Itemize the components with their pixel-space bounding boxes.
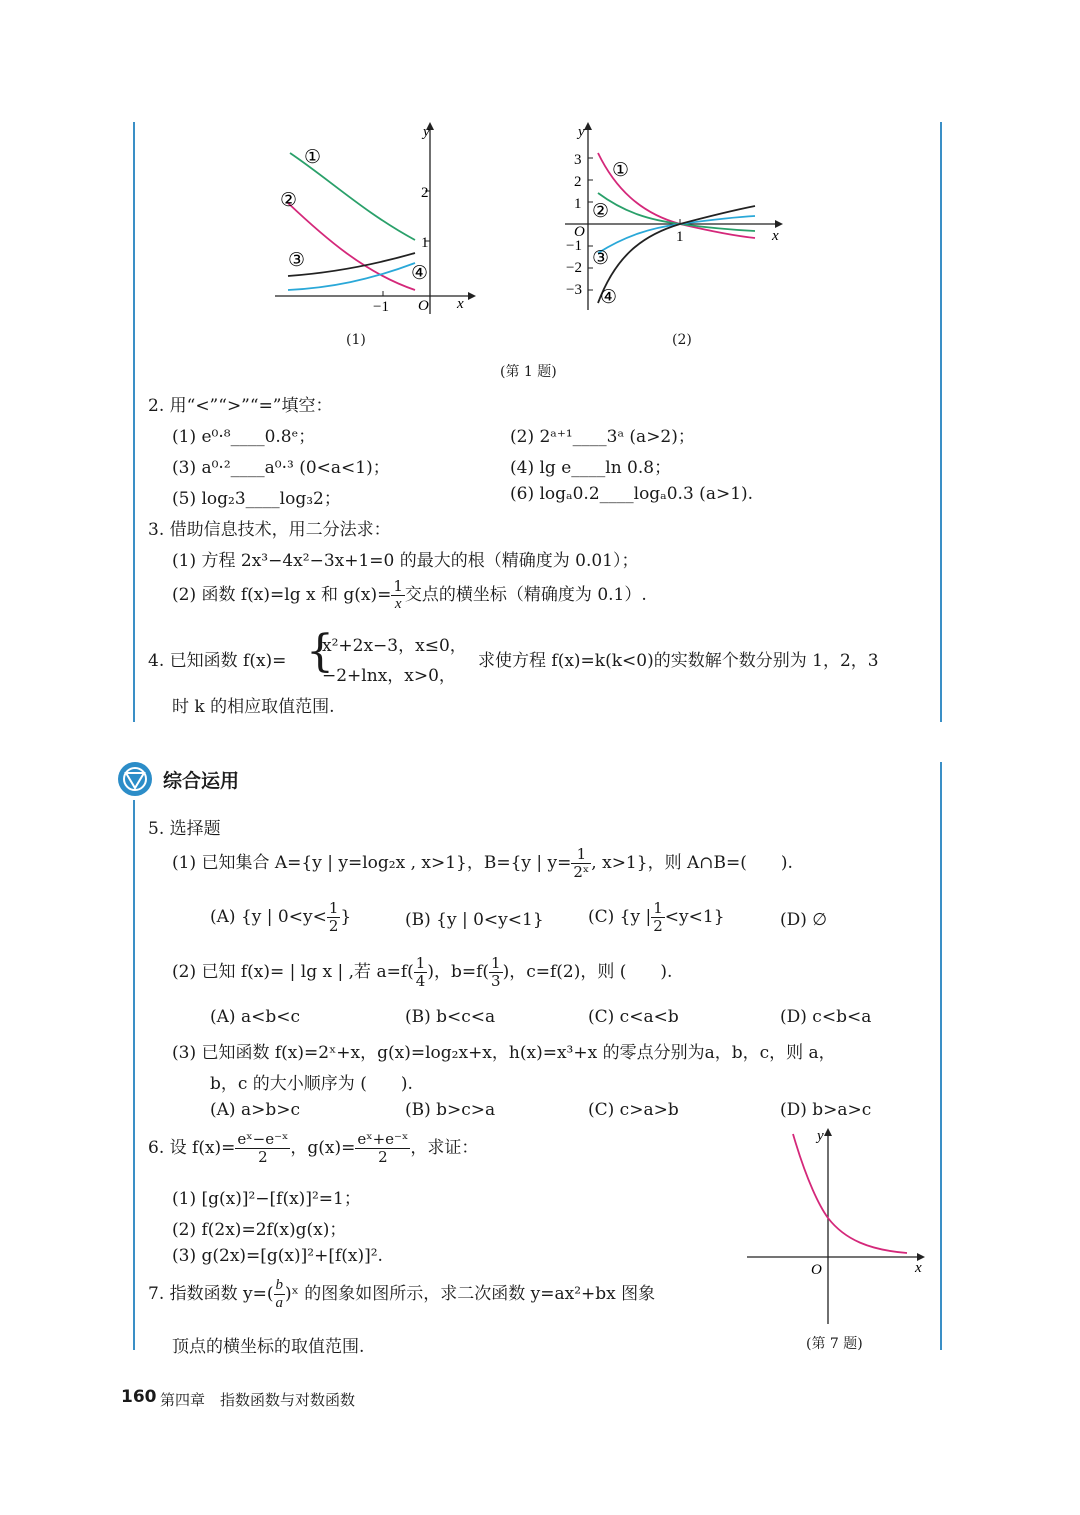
q5-s1-post: , x>1}，则 A∩B=( ). [591,853,793,873]
q5-s2-n2: 1 [491,954,501,972]
q6-post: ，求证： [410,1138,479,1158]
p1-origin: O [418,298,429,314]
q4-brace: { [306,626,334,677]
q6-mid: ，g(x)= [290,1138,356,1158]
q4-case-1: x²+2x−3，x≤0， [322,636,467,656]
q6-f-fraction [235,1131,290,1166]
q5-s1-option-a [210,900,351,935]
figure-1-panel-2 [560,118,790,313]
q5-s3-line-2: b，c 的大小顺序为 ( ). [210,1074,413,1094]
q7-den: a [275,1295,284,1311]
q3-fraction [391,578,405,613]
q6-g-fraction [355,1131,410,1166]
p1-label-3: ③ [288,250,306,271]
q5-s3-line-1: (3) 已知函数 f(x)=2ˣ+x，g(x)=log₂x+x，h(x)=x³+x 的零点分别为a，b，c，则 a， [172,1043,836,1063]
q6-item-2: (2) f(2x)=2f(x)g(x)； [172,1220,347,1240]
q4-post: 求使方程 f(x)=k(k<0)的实数解个数分别为 1，2，3 [478,651,879,671]
p2-axis-y: y [578,124,585,140]
p2-label-2: ② [592,201,610,222]
q6-g-num: eˣ+e⁻ˣ [357,1130,409,1148]
q5-s1-optC-post: <y<1} [664,907,725,927]
q5-s2-n1: 1 [415,954,426,972]
p2-tick-m1: −1 [566,238,582,254]
q5-s2-option-c: (C) c<a<b [588,1007,679,1027]
q5-s1-option-c [588,900,725,935]
q6-f-den: 2 [258,1148,268,1166]
p1-tick-2: 2 [421,185,429,201]
p1-caption: (1) [346,332,366,348]
q5-s1-option-d: (D) ∅ [780,910,828,930]
p2-label-4: ④ [600,287,618,308]
q7-post: )ˣ 的图象如图所示，求二次函数 y=ax²+bx 图象 [285,1284,656,1304]
q2-item-3: (3) a⁰·²____a⁰·³ (0<a<1)； [172,458,390,478]
q5-s1-optA-den: 2 [328,917,339,935]
p2-caption: (2) [672,332,692,348]
q6-item-1: (1) [g(x)]²−[f(x)]²=1； [172,1189,361,1209]
q5-s2-fraction-1 [414,955,428,990]
p2-label-3: ③ [592,248,610,269]
q3-fraction-num: 1 [393,577,403,595]
q5-s2-option-a: (A) a<b<c [210,1007,300,1027]
q4-pre: 4. 已知函数 f(x)= [148,651,287,671]
q5-title: 5. 选择题 [148,819,221,839]
q5-s2-fraction-2 [489,955,503,990]
q7-pre: 7. 指数函数 y=( [148,1284,274,1304]
p1-tick-1: 1 [421,235,429,251]
q2-title: 2. 用“<”“>”“=”填空： [148,396,333,416]
q5-s1-optA-num: 1 [328,899,339,917]
q6-g-den: 2 [378,1148,388,1166]
q5-s1-pre: (1) 已知集合 A={y | y=log₂x , x>1}，B={y | y= [172,853,572,873]
p1-label-1: ① [304,147,322,168]
q2-item-2: (2) 2ᵃ⁺¹____3ᵃ (a>2)； [510,427,695,447]
q5-s3-option-a: (A) a>b>c [210,1100,300,1120]
q5-s2-option-b: (B) b<c<a [405,1007,496,1027]
q7-line-2: 顶点的横坐标的取值范围. [172,1337,365,1357]
q2-item-4: (4) lg e____ln 0.8； [510,458,672,478]
q7-num: b [275,1277,284,1293]
section-title: 综合运用 [163,770,240,792]
p1-axis-y: y [423,124,430,140]
page-number: 160 [121,1387,157,1407]
q7-fig-caption: (第 7 题) [806,1336,863,1352]
q3-fraction-den: x [394,596,402,612]
q3-title: 3. 借助信息技术，用二分法求： [148,520,391,540]
q3-item-1: (1) 方程 2x³−4x²−3x+1=0 的最大的根（精确度为 0.01）； [172,551,639,571]
q5-s2-mid: )，b=f( [427,962,490,982]
q5-s1-optA-pre: (A) {y | 0<y< [210,907,327,927]
q2-item-6: (6) logₐ0.2____logₐ0.3 (a>1). [510,484,754,504]
q5-s2-option-d: (D) c<b<a [780,1007,872,1027]
p1-axis-x: x [457,296,464,312]
q5-s1-optC-fraction [651,900,665,935]
q7-fig-origin: O [811,1262,822,1278]
q5-s1-optA-post: } [340,907,352,927]
q5-s1-optA-fraction [327,900,341,935]
figure-1-panel-1 [270,118,480,318]
left-rule-top [133,122,135,722]
p2-origin: O [574,224,585,240]
q5-s2-d2: 3 [491,972,501,990]
q3-item-2-post: 交点的横坐标（精确度为 0.1）. [404,585,647,605]
q2-item-1: (1) e⁰·⁸____0.8ᵉ； [172,427,316,447]
right-rule-bottom [940,762,942,1350]
p1-label-4: ④ [411,263,429,284]
p2-tick-m3: −3 [566,282,582,298]
q7-statement [148,1277,655,1312]
q5-s1-fraction [571,846,591,881]
p2-tick-3: 3 [574,152,582,168]
q3-item-2-pre: (2) 函数 f(x)=lg x 和 g(x)= [172,585,392,605]
p2-tick-2: 2 [574,174,582,190]
q5-s3-option-d: (D) b>a>c [780,1100,872,1120]
fig1-caption: (第 1 题) [500,364,557,380]
q6-statement [148,1131,478,1166]
q7-fraction [274,1277,286,1312]
q5-s2 [172,955,672,990]
q5-s2-post: )，c=f(2)，则 ( ). [502,962,673,982]
q5-s3-option-c: (C) c>a>b [588,1100,679,1120]
q6-item-3: (3) g(2x)=[g(x)]²+[f(x)]². [172,1246,383,1266]
q4-line-2: 时 k 的相应取值范围. [172,697,335,717]
q5-s1-optC-pre: (C) {y | [588,907,652,927]
q5-s3-option-b: (B) b>c>a [405,1100,496,1120]
p1-tick-m1: −1 [373,299,389,315]
q5-s1 [172,846,793,881]
p2-tick-x1: 1 [676,229,684,245]
q2-item-5: (5) log₂3____log₃2； [172,489,341,509]
p1-label-2: ② [280,190,298,211]
q6-pre: 6. 设 f(x)= [148,1138,236,1158]
right-rule-top [940,122,942,722]
q5-s1-num: 1 [571,846,591,864]
chapter-title: 第四章 指数函数与对数函数 [160,1391,356,1409]
p2-axis-x: x [772,228,779,244]
q5-s1-optC-num: 1 [653,899,663,917]
q4-case-2: −2+lnx，x>0， [322,666,456,686]
q3-item-2 [172,578,647,613]
q5-s1-option-b: (B) {y | 0<y<1} [405,910,544,930]
q5-s2-pre: (2) 已知 f(x)= | lg x | ,若 a=f( [172,962,414,982]
section-icon [117,761,153,797]
q5-s1-optC-den: 2 [653,917,663,935]
q7-fig-axis-x: x [915,1260,922,1276]
q6-f-num: eˣ−e⁻ˣ [237,1130,289,1148]
q5-s2-d1: 4 [415,972,426,990]
p2-tick-m2: −2 [566,260,582,276]
q7-fig-axis-y: y [817,1128,824,1144]
q5-s1-den: 2ˣ [573,863,590,881]
p2-tick-1: 1 [574,196,582,212]
left-rule-bottom [133,800,135,1350]
figure-7 [745,1122,930,1327]
p2-label-1: ① [612,160,630,181]
